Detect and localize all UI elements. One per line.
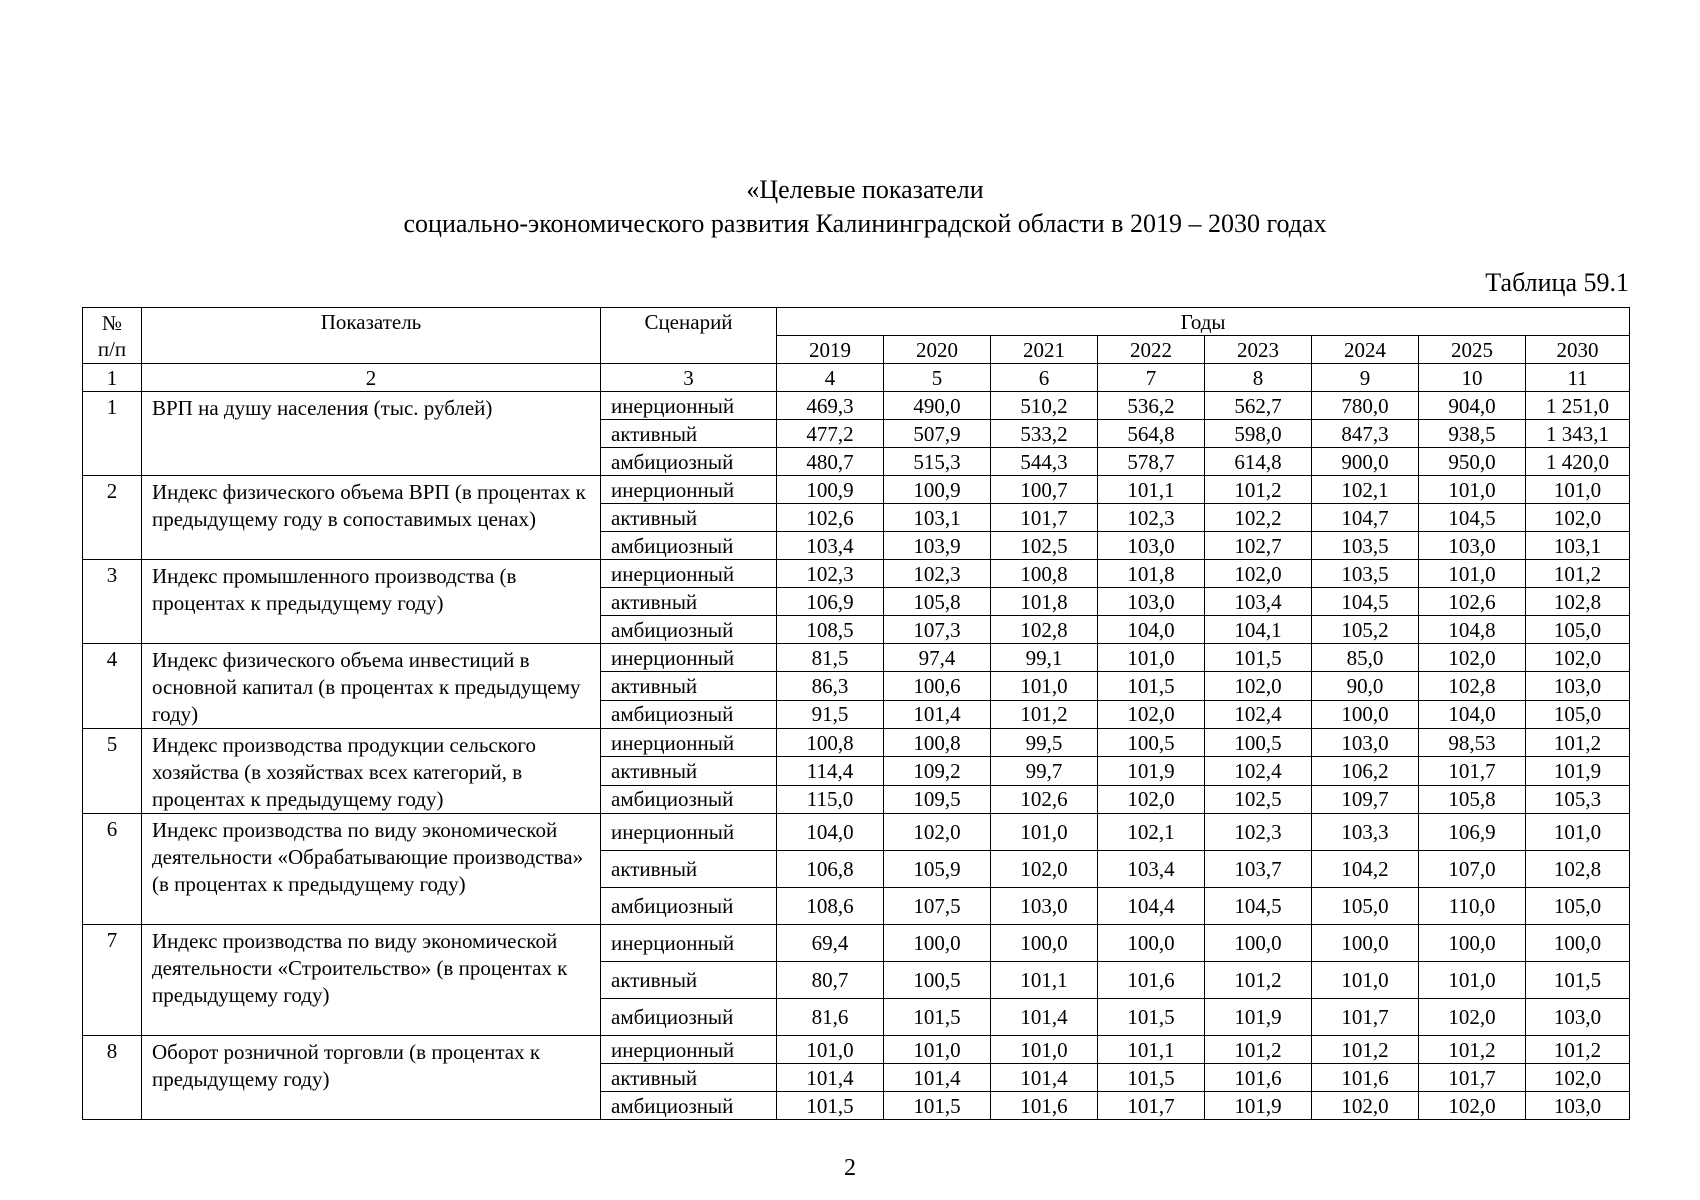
value-cell: 102,0 (1205, 672, 1312, 700)
value-cell: 102,0 (1098, 785, 1205, 813)
value-cell: 100,5 (1205, 729, 1312, 757)
value-cell: 103,1 (884, 504, 991, 532)
table-row (83, 392, 1630, 420)
value-cell: 85,0 (1312, 644, 1419, 672)
value-cell: 101,7 (1098, 1092, 1205, 1120)
value-cell: 101,8 (991, 588, 1098, 616)
value-cell: 102,4 (1205, 757, 1312, 785)
value-cell: 102,8 (991, 616, 1098, 644)
value-cell: 101,0 (1098, 644, 1205, 672)
value-cell: 100,0 (1312, 925, 1419, 962)
value-cell: 101,1 (991, 962, 1098, 999)
table-row (83, 476, 1630, 504)
value-cell: 108,6 (777, 888, 884, 925)
value-cell: 91,5 (777, 700, 884, 728)
value-cell: 99,7 (991, 757, 1098, 785)
column-number: 1 (83, 364, 142, 392)
header-year: 2025 (1419, 336, 1526, 364)
scenario-name: амбициозный (601, 999, 777, 1036)
value-cell: 102,0 (1205, 560, 1312, 588)
value-cell: 102,0 (1526, 1064, 1630, 1092)
page-number: 2 (844, 1155, 856, 1181)
value-cell: 102,1 (1312, 476, 1419, 504)
value-cell: 105,0 (1526, 700, 1630, 728)
value-cell: 80,7 (777, 962, 884, 999)
value-cell: 101,0 (1312, 962, 1419, 999)
value-cell: 100,0 (1098, 925, 1205, 962)
value-cell: 578,7 (1098, 448, 1205, 476)
value-cell: 81,6 (777, 999, 884, 1036)
value-cell: 105,0 (1526, 888, 1630, 925)
value-cell: 101,0 (1419, 962, 1526, 999)
value-cell: 103,0 (1098, 532, 1205, 560)
value-cell: 102,8 (1526, 588, 1630, 616)
value-cell: 104,5 (1312, 588, 1419, 616)
column-number: 7 (1098, 364, 1205, 392)
value-cell: 900,0 (1312, 448, 1419, 476)
value-cell: 101,0 (991, 1036, 1098, 1064)
value-cell: 469,3 (777, 392, 884, 420)
value-cell: 102,0 (1526, 644, 1630, 672)
scenario-name: активный (601, 420, 777, 448)
value-cell: 102,0 (1098, 700, 1205, 728)
header-indicator: Показатель (142, 308, 601, 364)
value-cell: 103,0 (1098, 588, 1205, 616)
indicator-name: Индекс физического объема ВРП (в процентах к предыдущему году в сопоставимых ценах) (142, 476, 601, 560)
value-cell: 106,9 (1419, 814, 1526, 851)
header-year: 2023 (1205, 336, 1312, 364)
value-cell: 104,0 (1098, 616, 1205, 644)
table-row (83, 644, 1630, 672)
indicators-table (82, 307, 1630, 1120)
value-cell: 98,53 (1419, 729, 1526, 757)
indicator-name: Индекс промышленного производства (в процентах к предыдущему году) (142, 560, 601, 644)
value-cell: 100,0 (1419, 925, 1526, 962)
value-cell: 101,4 (777, 1064, 884, 1092)
column-number: 2 (142, 364, 601, 392)
table-row (83, 925, 1630, 962)
scenario-name: инерционный (601, 1036, 777, 1064)
value-cell: 100,8 (777, 729, 884, 757)
value-cell: 780,0 (1312, 392, 1419, 420)
value-cell: 104,2 (1312, 851, 1419, 888)
value-cell: 102,1 (1098, 814, 1205, 851)
value-cell: 103,9 (884, 532, 991, 560)
value-cell: 102,8 (1526, 851, 1630, 888)
value-cell: 100,7 (991, 476, 1098, 504)
value-cell: 109,2 (884, 757, 991, 785)
row-number: 2 (83, 476, 142, 560)
value-cell: 103,0 (1526, 1092, 1630, 1120)
value-cell: 562,7 (1205, 392, 1312, 420)
value-cell: 510,2 (991, 392, 1098, 420)
value-cell: 105,0 (1312, 888, 1419, 925)
value-cell: 101,2 (1526, 560, 1630, 588)
scenario-name: активный (601, 851, 777, 888)
value-cell: 90,0 (1312, 672, 1419, 700)
value-cell: 102,6 (1419, 588, 1526, 616)
value-cell: 109,5 (884, 785, 991, 813)
document-title-line-2: социально-экономического развития Калининградской области в 2019 – 2030 годах (403, 209, 1327, 238)
table-row (83, 560, 1630, 588)
header-years: Годы (777, 308, 1630, 336)
value-cell: 101,6 (991, 1092, 1098, 1120)
scenario-name: инерционный (601, 392, 777, 420)
value-cell: 109,7 (1312, 785, 1419, 813)
column-number: 9 (1312, 364, 1419, 392)
indicator-name: Индекс производства по виду экономической деятельности «Строительство» (в процентах к предыдущему году) (142, 925, 601, 1036)
value-cell: 115,0 (777, 785, 884, 813)
scenario-name: амбициозный (601, 1092, 777, 1120)
value-cell: 614,8 (1205, 448, 1312, 476)
value-cell: 101,9 (1098, 757, 1205, 785)
value-cell: 536,2 (1098, 392, 1205, 420)
value-cell: 102,0 (1419, 1092, 1526, 1120)
value-cell: 101,0 (1526, 814, 1630, 851)
value-cell: 102,5 (991, 532, 1098, 560)
value-cell: 102,3 (1205, 814, 1312, 851)
value-cell: 101,9 (1526, 757, 1630, 785)
value-cell: 103,4 (1098, 851, 1205, 888)
scenario-name: инерционный (601, 729, 777, 757)
value-cell: 101,5 (1205, 644, 1312, 672)
value-cell: 533,2 (991, 420, 1098, 448)
table-row (83, 1036, 1630, 1064)
row-number: 6 (83, 814, 142, 925)
value-cell: 69,4 (777, 925, 884, 962)
scenario-name: активный (601, 588, 777, 616)
value-cell: 101,5 (1098, 672, 1205, 700)
scenario-name: амбициозный (601, 888, 777, 925)
value-cell: 108,5 (777, 616, 884, 644)
value-cell: 104,5 (1419, 504, 1526, 532)
value-cell: 101,6 (1312, 1064, 1419, 1092)
value-cell: 101,2 (1312, 1036, 1419, 1064)
value-cell: 100,0 (1205, 925, 1312, 962)
table-caption: Таблица 59.1 (1485, 268, 1629, 297)
table-row (83, 729, 1630, 757)
value-cell: 1 251,0 (1526, 392, 1630, 420)
value-cell: 102,3 (1098, 504, 1205, 532)
value-cell: 101,2 (1526, 729, 1630, 757)
value-cell: 101,9 (1205, 1092, 1312, 1120)
value-cell: 101,4 (884, 1064, 991, 1092)
value-cell: 102,6 (777, 504, 884, 532)
value-cell: 102,3 (884, 560, 991, 588)
indicator-name: Индекс физического объема инвестиций в основной капитал (в процентах к предыдущему году) (142, 644, 601, 729)
value-cell: 105,8 (1419, 785, 1526, 813)
document-title-line-1: «Целевые показатели (746, 175, 984, 204)
scenario-name: амбициозный (601, 532, 777, 560)
value-cell: 101,5 (1098, 999, 1205, 1036)
value-cell: 490,0 (884, 392, 991, 420)
scenario-name: амбициозный (601, 448, 777, 476)
header-scenario: Сценарий (601, 308, 777, 364)
header-year: 2021 (991, 336, 1098, 364)
value-cell: 101,0 (1419, 476, 1526, 504)
value-cell: 598,0 (1205, 420, 1312, 448)
value-cell: 507,9 (884, 420, 991, 448)
value-cell: 105,3 (1526, 785, 1630, 813)
value-cell: 106,8 (777, 851, 884, 888)
value-cell: 101,4 (991, 1064, 1098, 1092)
value-cell: 101,7 (1419, 1064, 1526, 1092)
header-num: № п/п (83, 308, 142, 364)
value-cell: 101,0 (777, 1036, 884, 1064)
value-cell: 101,2 (1205, 962, 1312, 999)
value-cell: 480,7 (777, 448, 884, 476)
value-cell: 101,0 (991, 672, 1098, 700)
value-cell: 107,5 (884, 888, 991, 925)
column-number: 8 (1205, 364, 1312, 392)
value-cell: 102,0 (1312, 1092, 1419, 1120)
column-number: 6 (991, 364, 1098, 392)
value-cell: 100,0 (1312, 700, 1419, 728)
value-cell: 100,5 (1098, 729, 1205, 757)
scenario-name: амбициозный (601, 785, 777, 813)
header-year: 2022 (1098, 336, 1205, 364)
value-cell: 101,5 (1526, 962, 1630, 999)
value-cell: 950,0 (1419, 448, 1526, 476)
value-cell: 103,0 (1419, 532, 1526, 560)
value-cell: 97,4 (884, 644, 991, 672)
value-cell: 103,4 (777, 532, 884, 560)
value-cell: 101,0 (1526, 476, 1630, 504)
value-cell: 99,1 (991, 644, 1098, 672)
column-number: 11 (1526, 364, 1630, 392)
value-cell: 102,0 (1419, 644, 1526, 672)
value-cell: 100,8 (884, 729, 991, 757)
value-cell: 107,0 (1419, 851, 1526, 888)
value-cell: 101,2 (1419, 1036, 1526, 1064)
value-cell: 101,5 (884, 1092, 991, 1120)
value-cell: 544,3 (991, 448, 1098, 476)
header-year: 2030 (1526, 336, 1630, 364)
column-number: 10 (1419, 364, 1526, 392)
value-cell: 114,4 (777, 757, 884, 785)
scenario-name: инерционный (601, 814, 777, 851)
value-cell: 100,0 (1526, 925, 1630, 962)
value-cell: 101,8 (1098, 560, 1205, 588)
value-cell: 101,9 (1205, 999, 1312, 1036)
header-year: 2024 (1312, 336, 1419, 364)
value-cell: 102,0 (991, 851, 1098, 888)
value-cell: 99,5 (991, 729, 1098, 757)
value-cell: 100,9 (777, 476, 884, 504)
scenario-name: амбициозный (601, 700, 777, 728)
scenario-name: активный (601, 1064, 777, 1092)
value-cell: 110,0 (1419, 888, 1526, 925)
value-cell: 105,8 (884, 588, 991, 616)
value-cell: 107,3 (884, 616, 991, 644)
scenario-name: активный (601, 672, 777, 700)
value-cell: 938,5 (1419, 420, 1526, 448)
value-cell: 101,2 (1526, 1036, 1630, 1064)
value-cell: 101,4 (991, 999, 1098, 1036)
column-numbers-row (83, 364, 1630, 392)
value-cell: 103,5 (1312, 560, 1419, 588)
scenario-name: инерционный (601, 476, 777, 504)
value-cell: 104,8 (1419, 616, 1526, 644)
row-number: 4 (83, 644, 142, 729)
scenario-name: инерционный (601, 560, 777, 588)
value-cell: 101,0 (991, 814, 1098, 851)
value-cell: 102,8 (1419, 672, 1526, 700)
value-cell: 103,1 (1526, 532, 1630, 560)
value-cell: 101,1 (1098, 476, 1205, 504)
scenario-name: активный (601, 757, 777, 785)
value-cell: 100,8 (991, 560, 1098, 588)
value-cell: 102,6 (991, 785, 1098, 813)
value-cell: 101,6 (1205, 1064, 1312, 1092)
value-cell: 103,3 (1312, 814, 1419, 851)
value-cell: 105,9 (884, 851, 991, 888)
value-cell: 101,4 (884, 700, 991, 728)
value-cell: 103,0 (1312, 729, 1419, 757)
value-cell: 104,4 (1098, 888, 1205, 925)
value-cell: 104,7 (1312, 504, 1419, 532)
table-row (83, 814, 1630, 851)
value-cell: 103,0 (991, 888, 1098, 925)
value-cell: 101,7 (991, 504, 1098, 532)
value-cell: 101,6 (1098, 962, 1205, 999)
value-cell: 86,3 (777, 672, 884, 700)
value-cell: 104,5 (1205, 888, 1312, 925)
value-cell: 103,0 (1526, 672, 1630, 700)
header-year: 2020 (884, 336, 991, 364)
header-year: 2019 (777, 336, 884, 364)
value-cell: 564,8 (1098, 420, 1205, 448)
row-number: 5 (83, 729, 142, 814)
value-cell: 847,3 (1312, 420, 1419, 448)
value-cell: 101,2 (991, 700, 1098, 728)
value-cell: 81,5 (777, 644, 884, 672)
row-number: 7 (83, 925, 142, 1036)
value-cell: 104,1 (1205, 616, 1312, 644)
value-cell: 105,2 (1312, 616, 1419, 644)
column-number: 4 (777, 364, 884, 392)
indicator-name: Индекс производства продукции сельского хозяйства (в хозяйствах всех категорий, в процентах к предыдущему году) (142, 729, 601, 814)
value-cell: 101,1 (1098, 1036, 1205, 1064)
value-cell: 102,0 (1526, 504, 1630, 532)
scenario-name: активный (601, 504, 777, 532)
value-cell: 477,2 (777, 420, 884, 448)
value-cell: 101,7 (1419, 757, 1526, 785)
value-cell: 103,5 (1312, 532, 1419, 560)
value-cell: 103,4 (1205, 588, 1312, 616)
value-cell: 102,4 (1205, 700, 1312, 728)
value-cell: 904,0 (1419, 392, 1526, 420)
row-number: 3 (83, 560, 142, 644)
value-cell: 104,0 (1419, 700, 1526, 728)
value-cell: 102,5 (1205, 785, 1312, 813)
header-row (83, 308, 1630, 336)
value-cell: 106,9 (777, 588, 884, 616)
scenario-name: инерционный (601, 925, 777, 962)
value-cell: 100,5 (884, 962, 991, 999)
value-cell: 101,0 (884, 1036, 991, 1064)
value-cell: 103,0 (1526, 999, 1630, 1036)
value-cell: 100,0 (991, 925, 1098, 962)
value-cell: 104,0 (777, 814, 884, 851)
row-number: 1 (83, 392, 142, 476)
value-cell: 103,7 (1205, 851, 1312, 888)
value-cell: 101,5 (1098, 1064, 1205, 1092)
value-cell: 101,5 (884, 999, 991, 1036)
value-cell: 106,2 (1312, 757, 1419, 785)
value-cell: 102,0 (1419, 999, 1526, 1036)
value-cell: 105,0 (1526, 616, 1630, 644)
value-cell: 102,2 (1205, 504, 1312, 532)
value-cell: 102,3 (777, 560, 884, 588)
value-cell: 101,2 (1205, 1036, 1312, 1064)
value-cell: 1 343,1 (1526, 420, 1630, 448)
column-number: 5 (884, 364, 991, 392)
value-cell: 515,3 (884, 448, 991, 476)
value-cell: 100,6 (884, 672, 991, 700)
value-cell: 101,7 (1312, 999, 1419, 1036)
indicator-name: Оборот розничной торговли (в процентах к предыдущему году) (142, 1036, 601, 1120)
value-cell: 101,2 (1205, 476, 1312, 504)
column-number: 3 (601, 364, 777, 392)
value-cell: 1 420,0 (1526, 448, 1630, 476)
indicator-name: Индекс производства по виду экономической деятельности «Обрабатывающие производства» (в процентах к предыдущему году) (142, 814, 601, 925)
row-number: 8 (83, 1036, 142, 1120)
scenario-name: активный (601, 962, 777, 999)
indicator-name: ВРП на душу населения (тыс. рублей) (142, 392, 601, 476)
value-cell: 101,0 (1419, 560, 1526, 588)
value-cell: 101,5 (777, 1092, 884, 1120)
scenario-name: инерционный (601, 644, 777, 672)
value-cell: 102,0 (884, 814, 991, 851)
value-cell: 100,9 (884, 476, 991, 504)
value-cell: 102,7 (1205, 532, 1312, 560)
value-cell: 100,0 (884, 925, 991, 962)
scenario-name: амбициозный (601, 616, 777, 644)
